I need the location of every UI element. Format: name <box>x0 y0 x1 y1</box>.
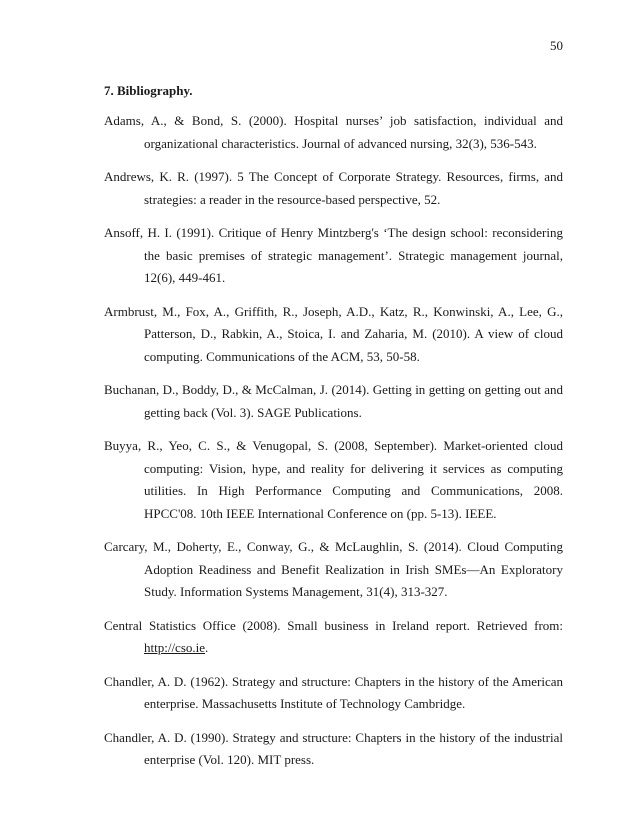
reference-entry <box>104 222 563 290</box>
reference-text: Armbrust, M., Fox, A., Griffith, R., Joseph, A.D., Katz, R., Konwinski, A., Lee, G., Patterson, D., Rabkin, A., Stoica, I. and Zaharia, M. (2010). A view of cloud computing. Communications of the ACM, 53, 50-58. <box>104 303 563 364</box>
reference-entry <box>104 166 563 211</box>
reference-entry <box>104 727 563 772</box>
reference-text: Central Statistics Office (2008). Small business in Ireland report. Retrieved from: <box>104 617 563 633</box>
reference-text: Chandler, A. D. (1990). Strategy and structure: Chapters in the history of the industrial enterprise (Vol. 120). MIT press. <box>104 729 563 767</box>
page-number: 50 <box>550 38 563 53</box>
reference-link[interactable]: http://cso.ie <box>144 640 206 655</box>
reference-suffix: . <box>205 640 209 655</box>
reference-entry <box>104 435 563 525</box>
reference-text: Ansoff, H. I. (1991). Critique of Henry Mintzberg's ‘The design school: reconsidering the basic premises of strategic management’. Strategic management journal, 12(6), 449-461. <box>104 225 563 285</box>
reference-text: Andrews, K. R. (1997). 5 The Concept of Corporate Strategy. Resources, firms, and strategies: a reader in the resource-based perspective, 52. <box>104 169 563 207</box>
reference-text: Chandler, A. D. (1962). Strategy and structure: Chapters in the history of the American enterprise. Massachusetts Institute of Technology Cambridge. <box>104 673 563 711</box>
reference-text: Adams, A., & Bond, S. (2000). Hospital nurses’ job satisfaction, individual and organizational characteristics. Journal of advanced nursing, 32(3), 536-543. <box>104 113 563 151</box>
reference-entry <box>104 615 563 660</box>
reference-text: Buyya, R., Yeo, C. S., & Venugopal, S. (2008, September). Market-oriented cloud computing: Vision, hype, and reality for delivering it services as computing utilities. In High Performance Computing and Communications, 2008. HPCC'08. 10th IEEE International Conference on (pp. 5-13). IEEE. <box>104 438 563 521</box>
section-heading: 7. Bibliography. <box>104 83 193 98</box>
reference-entry <box>104 671 563 716</box>
reference-entry <box>104 301 563 369</box>
reference-text: Carcary, M., Doherty, E., Conway, G., & McLaughlin, S. (2014). Cloud Computing Adoption Readiness and Benefit Realization in Irish SMEs—An Exploratory Study. Information Systems Management, 31(4), 313-327. <box>104 539 563 599</box>
reference-text: Buchanan, D., Boddy, D., & McCalman, J. (2014). Getting in getting on getting out and getting back (Vol. 3). SAGE Publications. <box>104 382 563 420</box>
reference-entry <box>104 379 563 424</box>
reference-entry <box>104 536 563 604</box>
reference-entry <box>104 110 563 155</box>
reference-list <box>104 110 563 783</box>
